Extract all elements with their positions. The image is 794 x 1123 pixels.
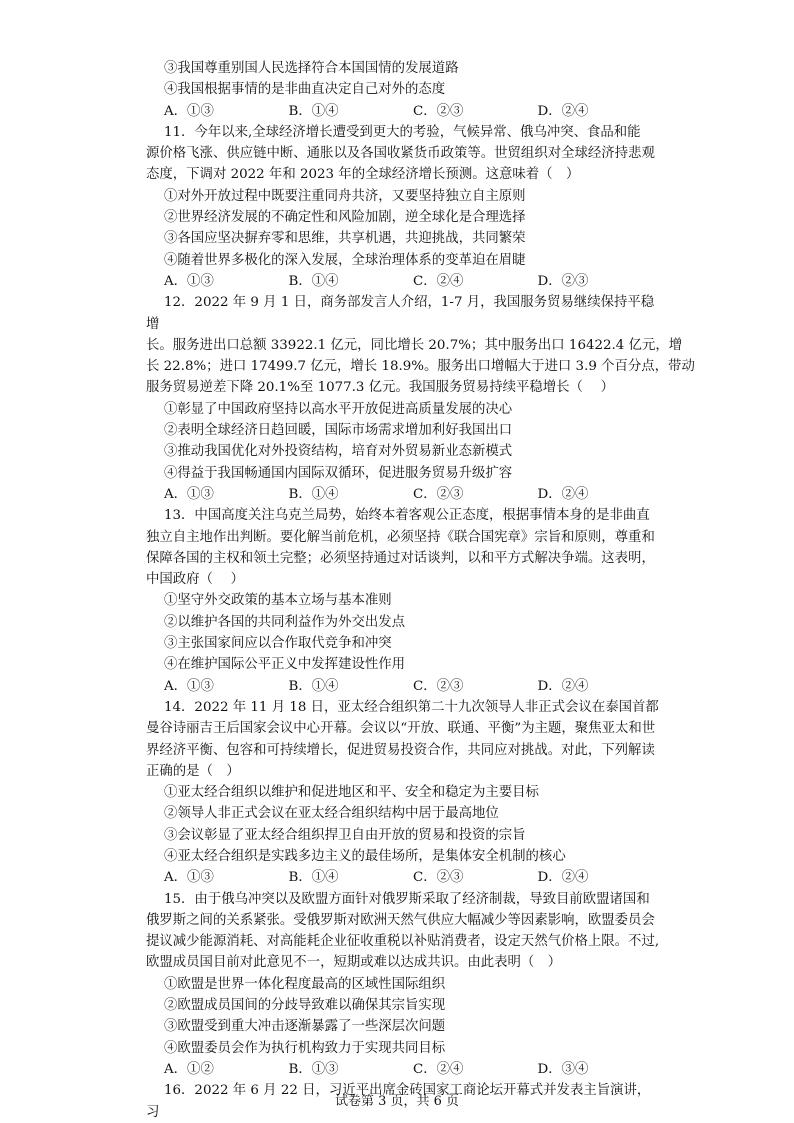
answer-choices — [146, 1059, 662, 1080]
answer-choice: C．②③ — [413, 103, 464, 119]
answer-choice: D．②③ — [537, 273, 589, 289]
statement-option: ④随着世界多极化的深入发展，全球治理体系的变革迫在眉睫 — [164, 252, 526, 268]
statement-option: ①亚太经合组织以维护和促进地区和平、安全和稳定为主要目标 — [164, 785, 539, 801]
answer-choice: C．②③ — [413, 678, 464, 694]
question-text-line: 长。服务进出口总额 33922.1 亿元，同比增长 20.7%；其中服务出口 16422.4 亿元，增 — [146, 337, 683, 353]
answer-choice: A．①③ — [164, 486, 214, 502]
answer-choice: C．②④ — [413, 273, 464, 289]
statement-option: ②以维护各国的共同利益作为外交出发点 — [164, 614, 406, 630]
answer-choice: B．①④ — [288, 870, 339, 886]
statement-option: ④得益于我国畅通国内国际双循环，促进服务贸易升级扩容 — [164, 465, 513, 481]
statement-option: ③各国应坚决摒弃零和思维，共享机遇，共迎挑战，共同繁荣 — [164, 231, 526, 247]
question-stem: 11．今年以来,全球经济增长遭受到更大的考验，气候异常、俄乌冲突、食品和能 — [164, 124, 641, 140]
answer-choice: B．①④ — [288, 678, 339, 694]
question-text-line: 界经济平衡、包容和可持续增长，促进贸易投资合作，共同应对挑战。对此，下列解读 — [146, 742, 655, 758]
statement-option: ②欧盟成员国间的分歧导致难以确保其宗旨实现 — [164, 998, 446, 1014]
statement-option: ③欧盟受到重大冲击逐渐暴露了一些深层次问题 — [164, 1019, 446, 1035]
statement-option: ④在维护国际公平正义中发挥建设性作用 — [164, 657, 406, 673]
question-text-line: 长 22.8%；进口 17499.7 亿元，增长 18.9%。服务出口增幅大于进口 3.9 个百分点，带动 — [146, 359, 695, 375]
answer-choices — [146, 101, 662, 122]
question-text-line: 独立自主地作出判断。要化解当前危机，必须坚持《联合国宪章》宗旨和原则，尊重和 — [146, 529, 655, 545]
question-text-line: 曼谷诗丽吉王后国家会议中心开幕。会议以“开放、联通、平衡”为主题，聚焦亚太和世 — [146, 721, 656, 737]
statement-option: ②领导人非正式会议在亚太经合组织结构中居于最高地位 — [164, 806, 499, 822]
answer-choice: A．①③ — [164, 678, 214, 694]
question-stem: 12．2022 年 9 月 1 日，商务部发言人介绍，1-7 月，我国服务贸易继续保持平稳增 — [146, 295, 655, 332]
question-text-line: 俄罗斯之间的关系紧张。受俄罗斯对欧洲天然气供应大幅减少等因素影响，欧盟委员会 — [146, 912, 655, 928]
answer-choice: D．②④ — [537, 870, 589, 886]
statement-option: ④欧盟委员会作为执行机构致力于实现共同目标 — [164, 1040, 446, 1056]
statement-option: ③推动我国优化对外投资结构，培育对外贸易新业态新模式 — [164, 444, 513, 460]
statement-option: ①彰显了中国政府坚持以高水平开放促进高质量发展的决心 — [164, 401, 513, 417]
question-text-line: 服务贸易逆差下降 20.1%至 1077.3 亿元。我国服务贸易持续平稳增长（ ） — [146, 380, 614, 396]
question-text-line: 正确的是（ ） — [146, 763, 240, 779]
answer-choice: B．①④ — [288, 103, 339, 119]
question-stem: 16．2022 年 6 月 22 日，习近平出席金砖国家工商论坛开幕式并发表主旨演讲，习 — [146, 1083, 651, 1120]
question-stem: 13．中国高度关注乌克兰局势，始终本着客观公正态度，根据事情本身的是非曲直 — [164, 508, 650, 524]
answer-choice: B．①④ — [288, 486, 339, 502]
question-text-line: 保障各国的主权和领土完整；必须坚持通过对话谈判，以和平方式解决争端。这表明， — [146, 550, 655, 566]
statement-option: ②世界经济发展的不确定性和风险加剧，逆全球化是合理选择 — [164, 210, 526, 226]
answer-choice: D．②④ — [537, 486, 589, 502]
question-text-line: 中国政府（ ） — [146, 572, 244, 588]
question-text-line: 欧盟成员国目前对此意见不一，短期或难以达成共识。由此表明（ ） — [146, 955, 562, 971]
answer-choice: C．②③ — [413, 486, 464, 502]
answer-choice: B．①④ — [288, 273, 339, 289]
question-stem: 14．2022 年 11 月 18 日，亚太经合组织第二十九次领导人非正式会议在泰国首都 — [164, 699, 659, 715]
answer-choice: A．①③ — [164, 273, 214, 289]
answer-choice: C．②④ — [413, 1061, 464, 1077]
statement-option: ①对外开放过程中既要注重同舟共济，又要坚持独立自主原则 — [164, 188, 526, 204]
answer-choices — [146, 484, 662, 505]
statement-option: ③主张国家间应以合作取代竞争和冲突 — [164, 636, 392, 652]
answer-choice: A．①③ — [164, 103, 214, 119]
answer-choice: D．②④ — [537, 103, 589, 119]
question-text-line: 源价格飞涨、供应链中断、通胀以及各国收紧货币政策等。世贸组织对全球经济持悲观 — [146, 146, 655, 162]
statement-option: ④亚太经合组织是实践多边主义的最佳场所，是集体安全机制的核心 — [164, 848, 566, 864]
statement-option: ④我国根据事情的是非曲直决定自己对外的态度 — [164, 82, 446, 98]
answer-choice: C．②③ — [413, 870, 464, 886]
answer-choices — [146, 676, 662, 697]
answer-choices — [146, 271, 662, 292]
answer-choice: A．①② — [164, 1061, 214, 1077]
answer-choice: A．①③ — [164, 870, 214, 886]
answer-choice: D．②④ — [537, 678, 589, 694]
statement-option: ①坚守外交政策的基本立场与基本准则 — [164, 593, 392, 609]
question-stem: 15．由于俄乌冲突以及欧盟方面针对俄罗斯采取了经济制裁，导致目前欧盟诸国和 — [164, 891, 650, 907]
statement-option: ②表明全球经济日趋回暖，国际市场需求增加利好我国出口 — [164, 423, 513, 439]
question-text-line: 提议减少能源消耗、对高能耗企业征收重税以补贴消费者，设定天然气价格上限。不过, — [146, 934, 660, 950]
statement-option: ①欧盟是世界一体化程度最高的区域性国际组织 — [164, 976, 446, 992]
page-footer: 试卷第 3 页，共 6 页 — [334, 1094, 460, 1109]
statement-option: ③会议彰显了亚太经合组织捍卫自由开放的贸易和投资的宗旨 — [164, 827, 526, 843]
answer-choices — [146, 867, 662, 888]
statement-option: ③我国尊重别国人民选择符合本国国情的发展道路 — [164, 61, 459, 76]
answer-choice: D．③④ — [537, 1061, 589, 1077]
question-text-line: 态度，下调对 2022 年和 2023 年的全球经济增长预测。这意味着（ ） — [146, 167, 580, 183]
answer-choice: B．①③ — [288, 1061, 339, 1077]
